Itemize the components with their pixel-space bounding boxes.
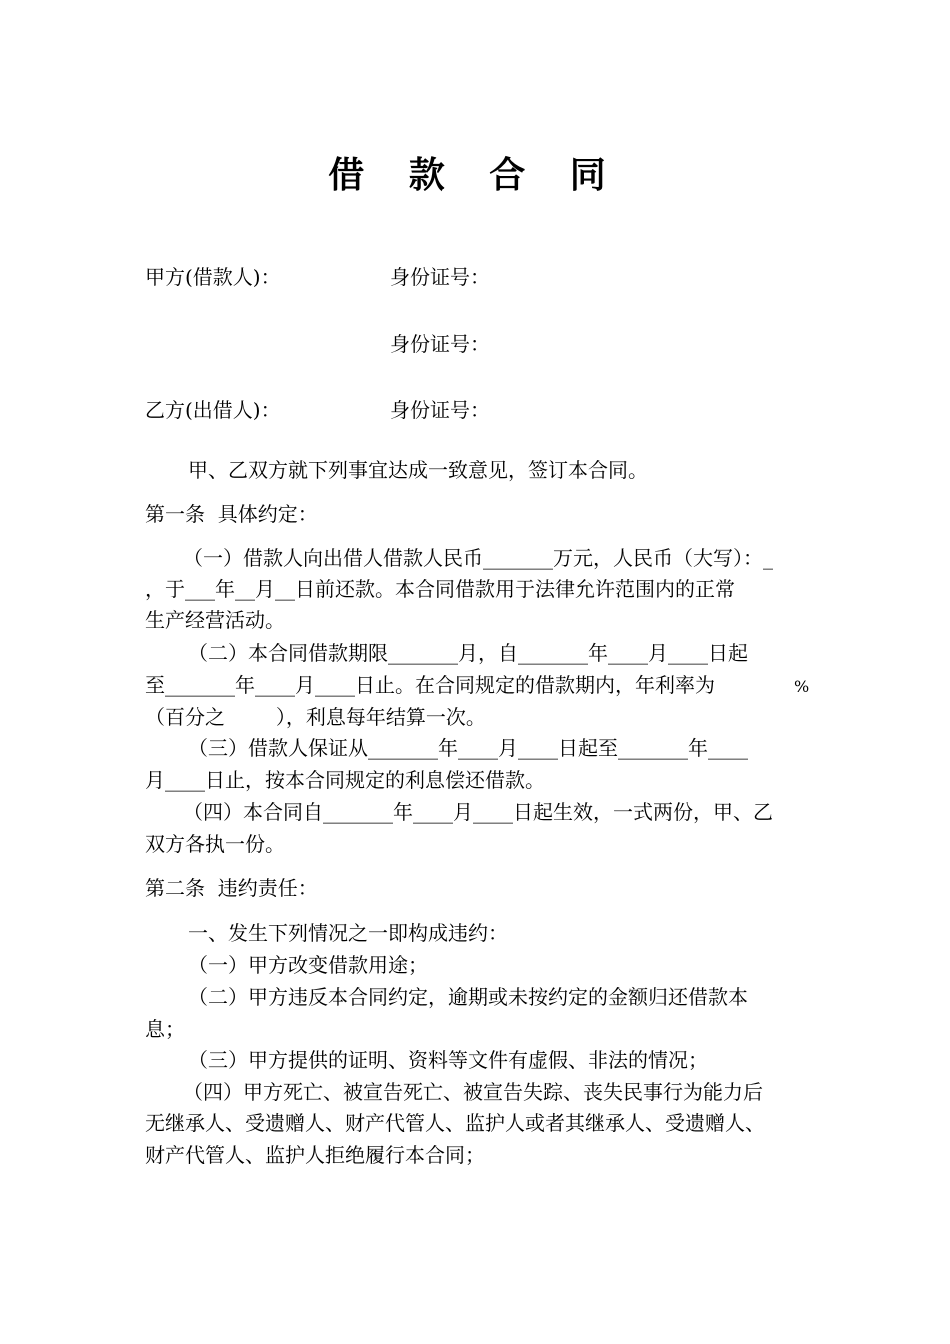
item-1-text-a: （一）借款人向出借人借款人民币 [183,546,483,570]
article-1-item-4-line-1: （四）本合同自_______年____月____日起生效，一式两份，甲、乙 [183,800,773,824]
document-title: 借 款 合 同 [328,155,622,196]
article-1-item-2-line-2: 至_______年____月____日止。在合同规定的借款期内，年利率为 [145,673,715,697]
id-number-label-3: 身份证号： [390,398,490,422]
item-1-text-b: 万元，人民币（大写）：_ [553,546,773,570]
article-1-item-2-line-3: （百分之 ），利息每年结算一次。 [145,705,486,729]
article-1-item-4-line-2: 双方各执一份。 [145,832,285,856]
article-2-case-4-line-1: （四）甲方死亡、被宣告死亡、被宣告失踪、丧失民事行为能力后 [183,1080,763,1104]
amount-blank: _______ [483,546,553,570]
id-number-label-2: 身份证号： [390,332,490,356]
article-2-case-4-line-2: 无继承人、受遗赠人、财产代管人、监护人或者其继承人、受遗赠人、 [145,1111,765,1135]
article-2-case-2-line-1: （二）甲方违反本合同约定，逾期或未按约定的金额归还借款本 [188,985,748,1009]
article-2-case-3: （三）甲方提供的证明、资料等文件有虚假、非法的情况； [188,1048,708,1072]
article-2-case-2-line-2: 息； [145,1017,185,1041]
article-2-case-4-line-3: 财产代管人、监护人拒绝履行本合同； [145,1143,485,1167]
article-1-item-2-line-1: （二）本合同借款期限_______月，自_______年____月____日起 [188,641,748,665]
article-1-item-1-line-3: 生产经营活动。 [145,608,285,632]
article-1-item-1-line-1 [183,547,773,569]
article-1-heading: 第一条 具体约定： [145,502,318,526]
article-1-item-1-line-2: ，于___年__月__日前还款。本合同借款用于法律允许范围内的正常 [145,577,735,601]
article-2-heading: 第二条 违约责任： [145,876,318,900]
article-1-item-3-line-2: 月____日止，按本合同规定的利息偿还借款。 [145,768,545,792]
article-1-item-3-line-1: （三）借款人保证从_______年____月____日起至_______年____ [188,736,748,760]
interest-rate-percent: % [794,677,810,696]
article-2-case-1: （一）甲方改变借款用途； [188,953,428,977]
party-a-label: 甲方(借款人)： [145,265,281,289]
party-b-label: 乙方(出借人)： [145,398,281,422]
id-number-label-1: 身份证号： [390,265,490,289]
article-2-sub-heading: 一、发生下列情况之一即构成违约： [188,921,508,945]
intro-paragraph: 甲、乙双方就下列事宜达成一致意见，签订本合同。 [188,458,648,482]
